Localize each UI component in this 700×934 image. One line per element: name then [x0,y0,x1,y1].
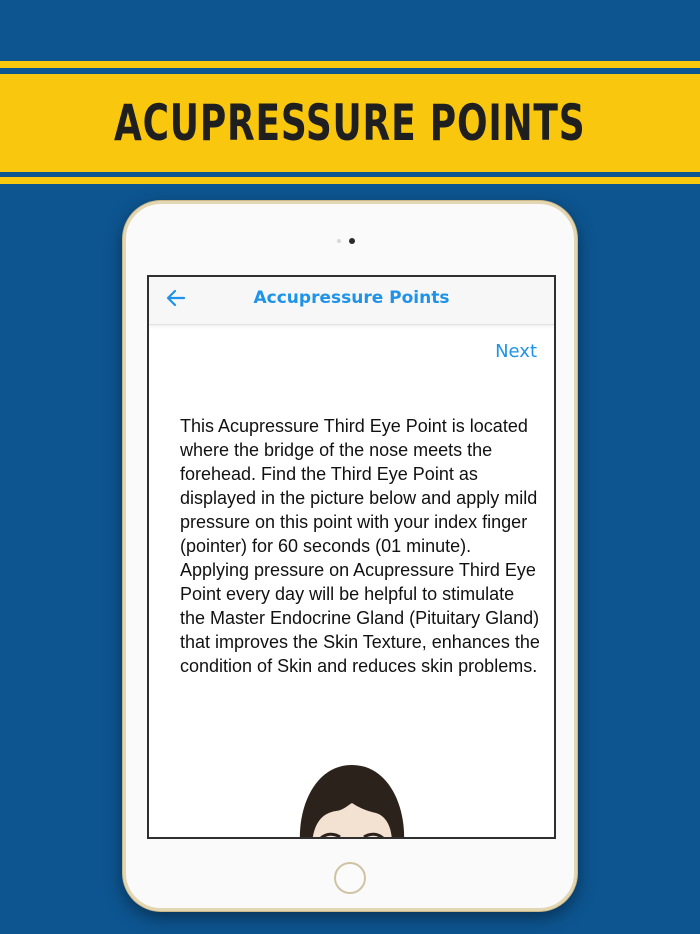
promo-banner [0,74,700,172]
navigation-bar [149,277,554,325]
face-illustration [296,763,408,839]
tablet-sensor [337,239,341,243]
banner-title: ACUPRESSURE POINTS [114,94,586,152]
tablet-device-frame [123,201,577,911]
banner-stripe-bottom [0,177,700,184]
home-button[interactable] [334,862,366,894]
app-screen [147,275,556,839]
tablet-camera [349,238,355,244]
point-description: This Acupressure Third Eye Point is located where the bridge of the nose meets the forehead. Find the Third Eye Point as displayed in the picture below and apply mild pressure on this point with your index finger (pointer) for 60 seconds (01 minute). Applying pressure on Acupressure Third Eye Point every day will be helpful to stimulate the Master Endocrine Gland (Pituitary Gland) that improves the Skin Texture, enhances the condition of Skin and reduces skin problems. [180,416,540,676]
nav-title: Accupressure Points [253,288,450,308]
next-button[interactable]: Next [495,341,537,362]
banner-stripe-top [0,61,700,68]
